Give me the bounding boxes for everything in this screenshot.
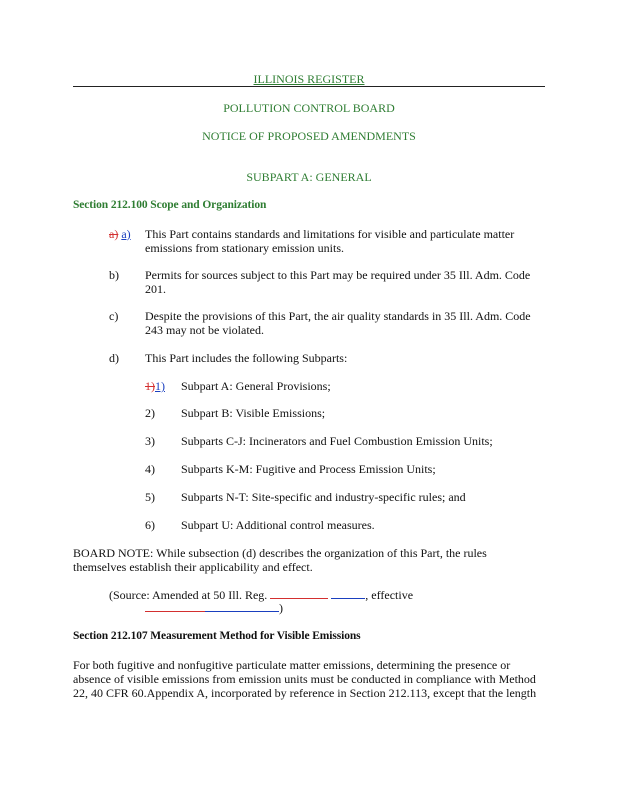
subpart-title: SUBPART A: GENERAL (246, 170, 372, 184)
item-c-text: Despite the provisions of this Part, the air quality standards in 35 Ill. Adm. Code 243 may not be violated. (145, 309, 531, 337)
item-b-label: b) (109, 268, 119, 282)
subpart-2-num: 2) (145, 406, 155, 420)
source-reg-blank-deleted (270, 588, 328, 599)
board-title: POLLUTION CONTROL BOARD (223, 101, 395, 115)
subpart-3-num: 3) (145, 434, 155, 448)
register-title: ILLINOIS REGISTER (253, 72, 365, 86)
source-reg-blank-inserted (331, 588, 365, 599)
item-d-label: d) (109, 351, 119, 365)
subpart-6-num: 6) (145, 518, 155, 532)
subpart-5-text: Subparts N-T: Site-specific and industry-specific rules; and (181, 490, 466, 504)
subpart-4-num: 4) (145, 462, 155, 476)
item-c-label: c) (109, 309, 119, 323)
item-a-text: This Part contains standards and limitations for visible and particulate matter emissions from stationary emission units. (145, 227, 515, 255)
source-effective-blank-deleted (145, 601, 205, 612)
item-b-text: Permits for sources subject to this Part may be required under 35 Ill. Adm. Code 201. (145, 268, 531, 296)
subpart-1-text: Subpart A: General Provisions; (181, 379, 331, 393)
section-100-heading: Section 212.100 Scope and Organization (73, 199, 267, 211)
subpart-1-num: 1)1) (145, 379, 165, 393)
subpart-4-text: Subparts K-M: Fugitive and Process Emission Units; (181, 462, 436, 476)
subpart-3-text: Subparts C-J: Incinerators and Fuel Combustion Emission Units; (181, 434, 493, 448)
subpart-5-num: 5) (145, 490, 155, 504)
item-a-label: a) a) (109, 227, 131, 241)
source-effective-blank-inserted (205, 601, 279, 612)
subpart-2-text: Subpart B: Visible Emissions; (181, 406, 326, 420)
item-d-text: This Part includes the following Subparts: (145, 351, 348, 365)
header-rule (73, 86, 545, 87)
source-line-2: ) (145, 601, 283, 615)
source-line: (Source: Amended at 50 Ill. Reg. , effective (109, 588, 414, 602)
board-note: BOARD NOTE: While subsection (d) describes the organization of this Part, the rules themselves establish their applicability and effect. (73, 546, 487, 574)
section-107-paragraph: For both fugitive and nonfugitive particulate matter emissions, determining the presence or absence of visible emissions from emission units must be conducted in compliance with Method 22, 40 CFR 60.Appendix A, incorporated by reference in Section 212.113, except that the length (73, 658, 537, 700)
subpart-6-text: Subpart U: Additional control measures. (181, 518, 375, 532)
notice-title: NOTICE OF PROPOSED AMENDMENTS (202, 129, 416, 143)
section-107-heading: Section 212.107 Measurement Method for Visible Emissions (73, 630, 361, 642)
